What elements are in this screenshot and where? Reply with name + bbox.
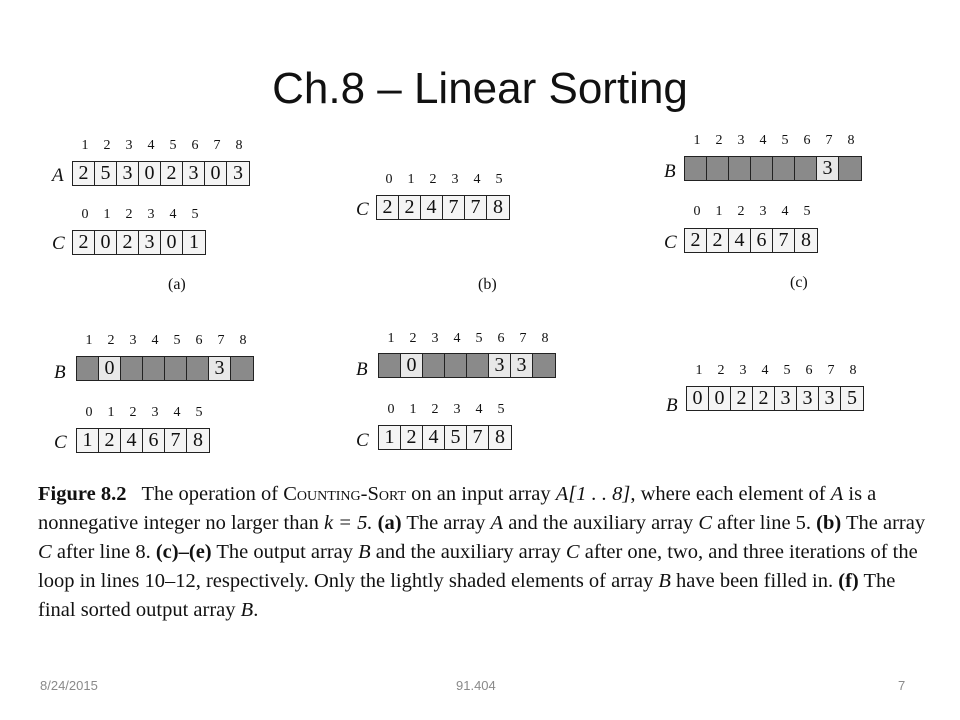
index-label: 7 [827,363,835,378]
index-label: 0 [387,402,395,417]
index-label: 2 [715,133,723,148]
index-label: 7 [217,333,225,348]
index-label: 8 [239,333,247,348]
array-c [72,230,206,255]
array-cell [685,157,707,180]
array-cell: 2 [399,196,421,219]
index-label: 3 [125,138,133,153]
array-name: B [666,395,678,416]
index-label: 7 [213,138,221,153]
array-cell: 1 [183,231,205,254]
array-cell: 1 [379,426,401,449]
array-name: C [52,233,65,254]
array-cell [751,157,773,180]
caption-text: is a nonnegative integer no larger than [38,483,877,534]
array-cell [445,354,467,377]
index-label: 6 [195,333,203,348]
array-cell [707,157,729,180]
index-label: 1 [407,172,415,187]
array-b [378,353,556,378]
caption-text: The array [846,512,926,534]
array-cell: 2 [707,229,729,252]
array-cell: 2 [73,162,95,185]
index-label: 4 [473,172,481,187]
index-label: 1 [409,402,417,417]
array-cell: 4 [421,196,443,219]
index-label: 7 [519,331,527,346]
index-label: 0 [693,204,701,219]
part-label: (b) [816,512,842,534]
array-cell [467,354,489,377]
array-cell: 2 [377,196,399,219]
index-label: 6 [497,331,505,346]
index-label: 1 [693,133,701,148]
index-label: 5 [191,207,199,222]
caption-text: have been filled in. [676,570,834,592]
algorithm-name: Counting-Sort [283,483,407,505]
array-cell: 0 [95,231,117,254]
array-cell: 6 [143,429,165,452]
index-label: 5 [169,138,177,153]
index-label: 3 [759,204,767,219]
array-cell: 7 [165,429,187,452]
index-label: 1 [103,207,111,222]
array-cell: 7 [467,426,489,449]
index-label: 3 [737,133,745,148]
index-label: 4 [151,333,159,348]
array-cell: 4 [729,229,751,252]
index-label: 4 [147,138,155,153]
index-label: 0 [81,207,89,222]
index-label: 7 [825,133,833,148]
index-label: 5 [173,333,181,348]
index-label: 2 [717,363,725,378]
array-cell: 3 [817,157,839,180]
caption-text: on an input array [411,483,551,505]
index-label: 2 [409,331,417,346]
array-cell [729,157,751,180]
array-cell: 2 [401,426,423,449]
index-label: 1 [107,405,115,420]
array-name: C [356,199,369,220]
index-label: 4 [759,133,767,148]
panel-label: (a) [168,276,186,293]
array-ref: A[1 . . 8] [555,483,631,505]
caption-text: The operation of [141,483,279,505]
array-c [684,228,818,253]
index-label: 1 [715,204,723,219]
index-label: 3 [431,331,439,346]
array-name: A [52,165,64,186]
panel-label: (b) [478,276,497,293]
index-label: 6 [805,363,813,378]
panel-label: (c) [790,274,808,291]
array-cell: 6 [751,229,773,252]
index-label: 2 [737,204,745,219]
index-label: 8 [849,363,857,378]
k-value: k = 5. [323,512,373,534]
array-cell: 2 [117,231,139,254]
index-label: 8 [235,138,243,153]
array-cell: 3 [511,354,533,377]
array-cell: 0 [205,162,227,185]
array-cell [77,357,99,380]
array-cell: 3 [797,387,819,410]
array-cell: 5 [95,162,117,185]
index-label: 3 [129,333,137,348]
array-cell: 8 [489,426,511,449]
array-cell: 0 [709,387,731,410]
index-label: 5 [195,405,203,420]
array-cell [379,354,401,377]
array-cell [795,157,817,180]
array-cell: 3 [227,162,249,185]
index-label: 4 [781,204,789,219]
array-cell: 3 [489,354,511,377]
caption-text: The final sorted output array [38,570,896,621]
index-label: 2 [103,138,111,153]
array-c [376,195,510,220]
caption-text: The array [406,512,486,534]
array-cell: 4 [121,429,143,452]
array-cell [165,357,187,380]
array-cell: 8 [187,429,209,452]
index-label: 1 [695,363,703,378]
part-label: (c)–(e) [155,541,212,563]
array-name: B [54,362,66,383]
array-cell [423,354,445,377]
index-label: 3 [151,405,159,420]
index-label: 3 [453,402,461,417]
array-cell: 2 [685,229,707,252]
index-label: 4 [453,331,461,346]
caption-text: , where each element of [630,483,826,505]
array-c [378,425,512,450]
figure-number: Figure 8.2 [38,483,127,505]
index-label: 5 [781,133,789,148]
array-cell: 0 [401,354,423,377]
index-label: 5 [475,331,483,346]
caption-text: after line 8. [56,541,151,563]
part-label: (a) [377,512,402,534]
array-name: C [54,432,67,453]
array-cell [839,157,861,180]
index-label: 0 [385,172,393,187]
index-label: 0 [85,405,93,420]
caption-text: The output array [216,541,354,563]
caption-text: and the auxiliary array [375,541,561,563]
index-label: 2 [129,405,137,420]
index-label: 1 [81,138,89,153]
array-cell: 2 [99,429,121,452]
array-cell: 1 [77,429,99,452]
index-label: 3 [147,207,155,222]
array-name: B [356,359,368,380]
footer-date: 8/24/2015 [40,678,98,693]
slide-title: Ch.8 – Linear Sorting [272,64,688,113]
array-b [684,156,862,181]
array-cell: 8 [487,196,509,219]
array-cell: 3 [183,162,205,185]
caption-text: after one, two, and three iterations of the loop in lines 10–12, respectively. Only the lightly shaded elements of array [38,541,918,592]
array-b [76,356,254,381]
array-cell: 7 [443,196,465,219]
array-cell [533,354,555,377]
array-cell: 7 [773,229,795,252]
array-ref: C [698,512,712,534]
index-label: 3 [739,363,747,378]
array-cell: 0 [687,387,709,410]
array-cell: 0 [139,162,161,185]
array-a [72,161,250,186]
array-cell: 5 [445,426,467,449]
index-label: 4 [475,402,483,417]
index-label: 8 [541,331,549,346]
footer-page: 7 [898,678,906,693]
footer-course: 91.404 [456,678,496,693]
array-cell: 2 [161,162,183,185]
caption-text: . [253,599,259,621]
array-name: C [664,232,677,253]
index-label: 2 [429,172,437,187]
array-ref: B [658,570,671,592]
array-name: B [664,161,676,182]
array-cell: 3 [139,231,161,254]
array-ref: A [830,483,844,505]
index-label: 6 [191,138,199,153]
index-label: 5 [497,402,505,417]
array-cell: 3 [117,162,139,185]
array-cell [231,357,253,380]
index-label: 4 [169,207,177,222]
index-label: 2 [107,333,115,348]
array-cell: 3 [775,387,797,410]
array-c [76,428,210,453]
array-cell: 4 [423,426,445,449]
array-cell: 8 [795,229,817,252]
index-label: 1 [85,333,93,348]
part-label: (f) [838,570,859,592]
array-b [686,386,864,411]
array-cell: 0 [161,231,183,254]
array-cell: 2 [753,387,775,410]
index-label: 1 [387,331,395,346]
index-label: 4 [761,363,769,378]
index-label: 2 [431,402,439,417]
array-ref: A [490,512,504,534]
array-cell [121,357,143,380]
array-name: C [356,430,369,451]
array-cell: 7 [465,196,487,219]
array-cell: 0 [99,357,121,380]
array-cell: 2 [731,387,753,410]
caption-text: after line 5. [717,512,812,534]
array-cell [187,357,209,380]
index-label: 6 [803,133,811,148]
figure-caption [38,480,938,625]
caption-text: and the auxiliary array [508,512,694,534]
index-label: 2 [125,207,133,222]
array-cell: 2 [73,231,95,254]
index-label: 3 [451,172,459,187]
index-label: 5 [495,172,503,187]
array-cell [773,157,795,180]
array-ref: B [240,599,254,621]
array-cell: 5 [841,387,863,410]
array-cell [143,357,165,380]
index-label: 8 [847,133,855,148]
array-ref: B [358,541,371,563]
array-cell: 3 [819,387,841,410]
index-label: 4 [173,405,181,420]
array-cell: 3 [209,357,231,380]
array-ref: C [38,541,52,563]
array-ref: C [565,541,580,563]
index-label: 5 [803,204,811,219]
index-label: 5 [783,363,791,378]
